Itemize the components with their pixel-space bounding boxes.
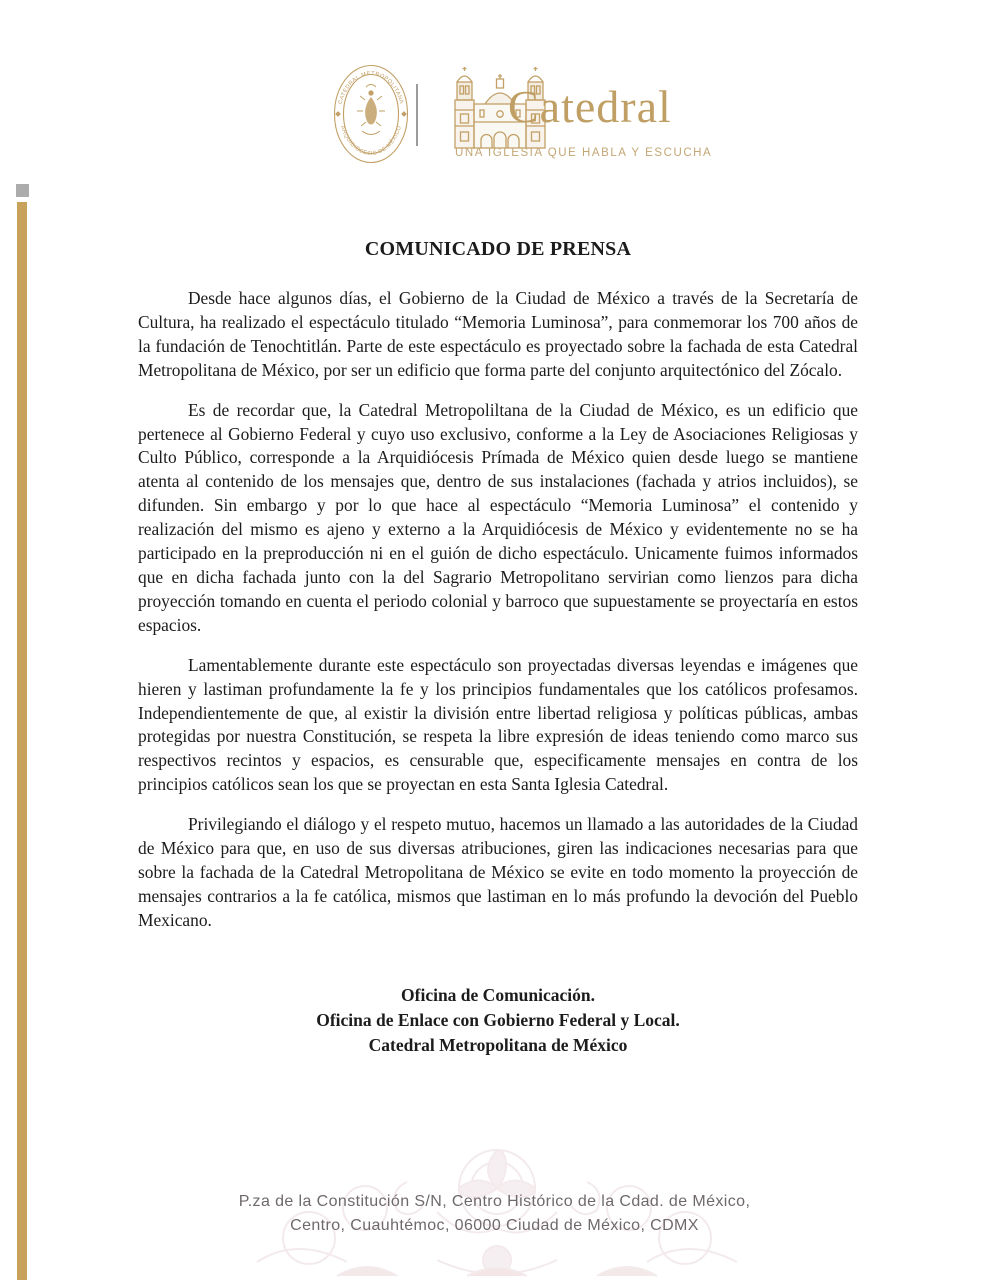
footer-address-line-2: Centro, Cuauhtémoc, 06000 Ciudad de México, CDMX	[290, 1216, 699, 1234]
header-logo-block	[0, 60, 989, 170]
signature-line-3: Catedral Metropolitana de México	[368, 1034, 628, 1055]
catedral-wordmark: Catedral	[508, 81, 672, 132]
paragraph-3: Lamentablemente durante este espectáculo son proyectadas diversas leyendas e imágenes que hieren y lastiman profundamente la fe y los principios fundamentales que los católicos profesamos. Independientemente de que, al existir la división entre libertad religiosa y políticas públicas, ambas protegidas por nuestra Constitución, se respeta la libre expresión de ideas teniendo como marco sus respectivos recintos y espacios, es censurable que, especificamente mensajes en contra de los principios católicos sean los que se proyectan en esta Santa Iglesia Catedral.	[138, 654, 858, 795]
footer-address	[0, 1190, 989, 1237]
signature-block	[138, 983, 858, 1058]
document-body	[138, 238, 858, 1058]
signature-line-2: Oficina de Enlace con Gobierno Federal y Local.	[316, 1009, 680, 1030]
seal-virgin-figure	[357, 85, 385, 135]
seal-top-text: CATEDRAL METROPOLITANA	[337, 70, 405, 105]
footer-address-line-1: P.za de la Constitución S/N, Centro Histórico de la Cdad. de México,	[238, 1193, 751, 1210]
logo-divider-line	[416, 84, 418, 146]
archdiocese-seal-icon	[332, 63, 410, 165]
paragraph-1: Desde hace algunos días, el Gobierno de la Ciudad de México a través de la Secretaría de Cultura, ha realizado el espectáculo titulado “Memoria Luminosa”, para conmemorar los 700 años de la fundación de Tenochtitlán. Parte de este espectáculo es proyectado sobre la fachada de esta Catedral Metropolitana de México, por ser un edificio que forma parte del conjunto arquitectónico del Zócalo.	[138, 288, 858, 380]
gray-square-marker	[16, 184, 29, 197]
paragraph-2: Es de recordar que, la Catedral Metropoliltana de la Ciudad de México, es un edificio que pertenece al Gobierno Federal y cuyo uso exclusivo, conforme a la Ley de Asociaciones Religiosas y Culto Público, corresponde a la Arquidiócesis Prímada de México quien desde luego se mantiene atenta al contenido de los mensajes que, dentro de sus instalaciones (fachada y atrios incluidos), se difunden. Sin embargo y por lo que hace al espectáculo “Memoria Luminosa” el contenido y realización del mismo es ajeno y externo a la Arquidiócesis de México y evidentemente no se ha participado en la preproducción ni en el guión de dicho espectáculo. Unicamente fuimos informados que en dicha fachada junto con la del Sagrario Metropolitano servirian como lienzos para dicha proyección tomando en cuenta el periodo colonial y barroco que supuestamente se proyectaría en estos espacios.	[138, 399, 858, 635]
document-title: COMUNICADO DE PRENSA	[364, 238, 632, 260]
signature-line-1: Oficina de Comunicación.	[401, 984, 595, 1005]
paragraph-4: Privilegiando el diálogo y el respeto mutuo, hacemos un llamado a las autoridades de la Ciudad de México para que, en uso de sus diversas atribuciones, giren las indicaciones necesarias para que sobre la fachada de la Catedral Metropolitana de México se evite en todo momento la proyección de mensajes contrarios a la fe católica, mismos que lastiman en lo más profundo la devoción del Pueblo Mexicano.	[138, 814, 858, 930]
seal-bottom-text: ARQUIDIÓCESIS DE MÉXICO	[339, 125, 403, 158]
logo-tagline: UNA IGLESIA QUE HABLA Y ESCUCHA	[455, 147, 713, 159]
gold-side-bar	[17, 202, 27, 1280]
